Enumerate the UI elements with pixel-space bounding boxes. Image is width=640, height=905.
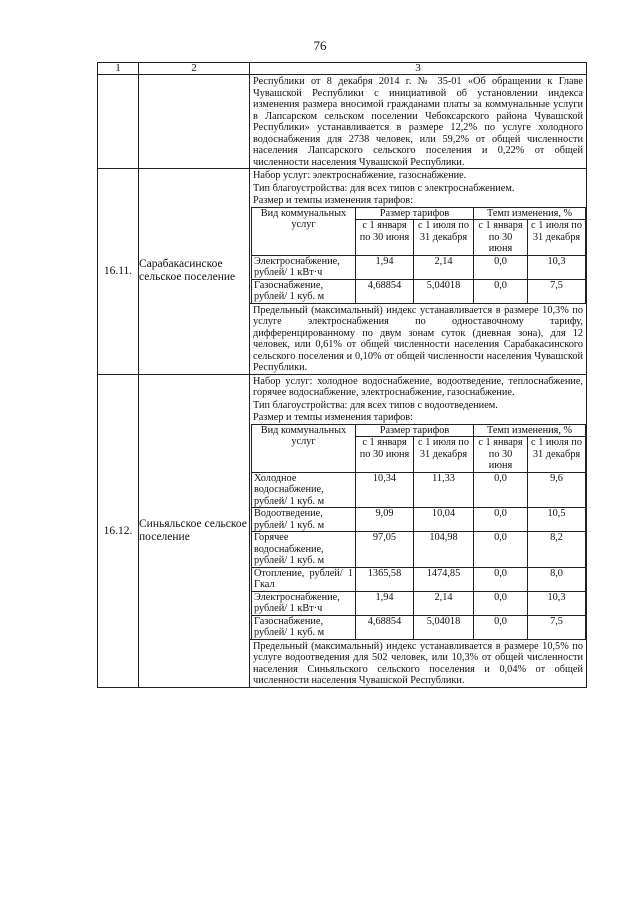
service-label: Отопление, рублей/ 1 Гкал bbox=[252, 567, 356, 591]
tariff-value: 2,14 bbox=[414, 591, 474, 615]
rate-value: 9,6 bbox=[528, 472, 586, 508]
service-label: Холодное водоснабжение, рублей/ 1 куб. м bbox=[252, 472, 356, 508]
services-text: Набор услуг: электроснабжение, газоснабжение. bbox=[253, 170, 467, 181]
rate-period-2: с 1 июля по 31 декабря bbox=[528, 220, 586, 256]
tariff-value: 2,14 bbox=[414, 255, 474, 279]
tariff-value: 4,68854 bbox=[356, 615, 414, 639]
settlement-name: Сарабакасинское сельское поселение bbox=[139, 169, 250, 375]
tariff-value: 11,33 bbox=[414, 472, 474, 508]
header-col-1: 1 bbox=[98, 63, 139, 75]
tariff-value: 4,68854 bbox=[356, 279, 414, 303]
rate-value: 0,0 bbox=[474, 532, 528, 568]
main-table bbox=[97, 62, 587, 688]
tariff-period-1: с 1 января по 30 июня bbox=[356, 437, 414, 473]
tariff-header-kind: Вид коммунальных услуг bbox=[252, 207, 356, 255]
tariff-row bbox=[252, 472, 586, 508]
page-number: 76 bbox=[313, 38, 327, 53]
tariff-value: 104,98 bbox=[414, 532, 474, 568]
tariff-value: 10,04 bbox=[414, 508, 474, 532]
footer-text: Предельный (максимальный) индекс устанавливается в размере 10,3% по услуге электроснабжения по одноставочному тарифу, дифференцированному по двум зонам суток (дневная зона), для 12 человек, или 0,61% от общей численности населения Сарабакасинского сельского поселения и 0,10% от общей численности населения Чувашской Республики. bbox=[250, 303, 586, 374]
service-label: Электроснабжение, рублей/ 1 кВт·ч bbox=[252, 255, 356, 279]
service-label: Электроснабжение, рублей/ 1 кВт·ч bbox=[252, 591, 356, 615]
tariff-value: 5,04018 bbox=[414, 279, 474, 303]
tariff-row bbox=[252, 255, 586, 279]
tariff-value: 1474,85 bbox=[414, 567, 474, 591]
continuation-text: Республики от 8 декабря 2014 г. № 35-01 «Об обращении к Главе Чувашской Республики с инициативой об установлении индекса изменения размера вносимой гражданами платы за коммунальные услуги в Лапсарском сельском поселении Чебоксарского района Чувашской Республики» устанавливается в размере 12,2% по услуге холодного водоснабжения для 2738 человек, или 59,2% от общей численности населения Лапсарского сельского поселения и 0,22% от общей численности населения Чувашской Республики. bbox=[253, 76, 583, 168]
settlement-name: Синьяльское сельское поселение bbox=[139, 374, 250, 687]
rate-period-1: с 1 января по 30 июня bbox=[474, 437, 528, 473]
rate-period-1: с 1 января по 30 июня bbox=[474, 220, 528, 256]
tariff-header-rate: Темп изменения, % bbox=[474, 424, 586, 437]
tariffs-title: Размер и темпы изменения тарифов: bbox=[253, 195, 414, 206]
rate-value: 0,0 bbox=[474, 615, 528, 639]
tariff-row bbox=[252, 279, 586, 303]
tariff-value: 97,05 bbox=[356, 532, 414, 568]
header-col-2: 2 bbox=[139, 63, 250, 75]
tariff-header-size: Размер тарифов bbox=[356, 207, 474, 220]
rate-period-2: с 1 июля по 31 декабря bbox=[528, 437, 586, 473]
rate-value: 8,2 bbox=[528, 532, 586, 568]
rate-value: 0,0 bbox=[474, 591, 528, 615]
improvement-text: Тип благоустройства: для всех типов с электроснабжением. bbox=[253, 182, 515, 194]
rate-value: 10,5 bbox=[528, 508, 586, 532]
tariff-table bbox=[251, 207, 586, 303]
service-label: Горячее водоснабжение, рублей/ 1 куб. м bbox=[252, 532, 356, 568]
tariff-period-2: с 1 июля по 31 декабря bbox=[414, 220, 474, 256]
tariff-period-2: с 1 июля по 31 декабря bbox=[414, 437, 474, 473]
rate-value: 8,0 bbox=[528, 567, 586, 591]
tariff-row bbox=[252, 591, 586, 615]
tariff-header-size: Размер тарифов bbox=[356, 424, 474, 437]
improvement-text: Тип благоустройства: для всех типов с водоотведением. bbox=[253, 399, 498, 411]
tariff-value: 1,94 bbox=[356, 255, 414, 279]
tariffs-title: Размер и темпы изменения тарифов: bbox=[253, 412, 414, 423]
rate-value: 0,0 bbox=[474, 508, 528, 532]
rate-value: 0,0 bbox=[474, 567, 528, 591]
tariff-period-1: с 1 января по 30 июня bbox=[356, 220, 414, 256]
tariff-row bbox=[252, 532, 586, 568]
service-label: Водоотведение, рублей/ 1 куб. м bbox=[252, 508, 356, 532]
rate-value: 7,5 bbox=[528, 279, 586, 303]
tariff-header-kind: Вид коммунальных услуг bbox=[252, 424, 356, 472]
rate-value: 0,0 bbox=[474, 279, 528, 303]
row-16-12 bbox=[98, 374, 587, 687]
rate-value: 10,3 bbox=[528, 255, 586, 279]
tariff-value: 1365,58 bbox=[356, 567, 414, 591]
header-col-3: 3 bbox=[250, 63, 587, 75]
tariff-header-rate: Темп изменения, % bbox=[474, 207, 586, 220]
tariff-value: 1,94 bbox=[356, 591, 414, 615]
rate-value: 0,0 bbox=[474, 255, 528, 279]
footer-text: Предельный (максимальный) индекс устанавливается в размере 10,5% по услуге водоотведения для 502 человек, или 10,3% от общей численности населения Синьяльского сельского поселения и 0,04% от общей численности населения Чувашской Республики. bbox=[250, 639, 586, 687]
tariff-table bbox=[251, 424, 586, 639]
rate-value: 7,5 bbox=[528, 615, 586, 639]
rate-value: 0,0 bbox=[474, 472, 528, 508]
services-text: Набор услуг: холодное водоснабжение, водоотведение, теплоснабжение, горячее водоснабжение, электроснабжение, газоснабжение. bbox=[253, 375, 583, 398]
tariff-value: 5,04018 bbox=[414, 615, 474, 639]
tariff-row bbox=[252, 567, 586, 591]
tariff-row bbox=[252, 615, 586, 639]
row-number: 16.12. bbox=[98, 374, 139, 687]
service-label: Газоснабжение, рублей/ 1 куб. м bbox=[252, 279, 356, 303]
row-continuation bbox=[98, 75, 587, 169]
tariff-row bbox=[252, 508, 586, 532]
service-label: Газоснабжение, рублей/ 1 куб. м bbox=[252, 615, 356, 639]
tariff-value: 9,09 bbox=[356, 508, 414, 532]
tariff-value: 10,34 bbox=[356, 472, 414, 508]
row-number: 16.11. bbox=[98, 169, 139, 375]
row-16-11 bbox=[98, 169, 587, 375]
rate-value: 10,3 bbox=[528, 591, 586, 615]
header-row bbox=[98, 63, 587, 75]
